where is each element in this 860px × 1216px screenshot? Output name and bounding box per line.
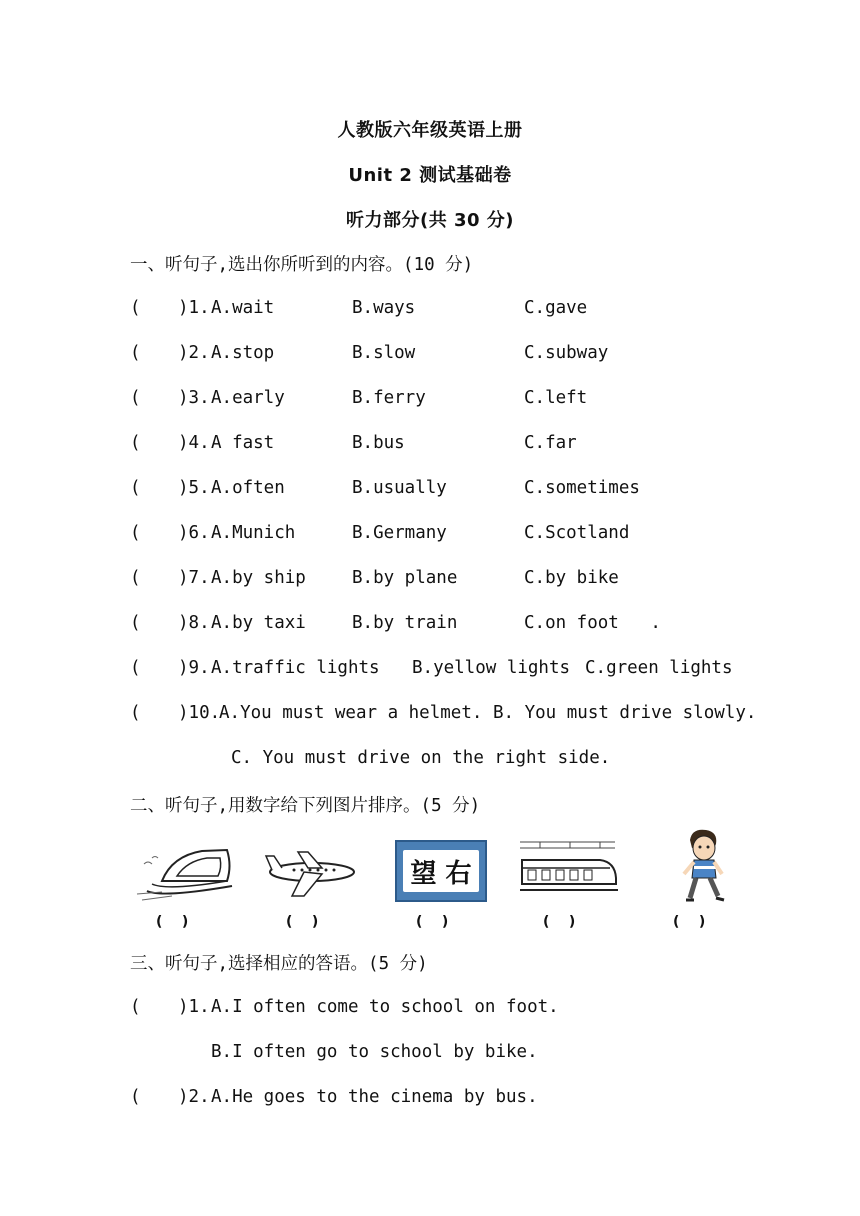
option-a: A.wait [211,298,275,318]
question-open-paren: ( [130,298,141,318]
question-open-paren: ( [130,343,141,363]
pic3-answer-paren: ( ) [416,914,449,930]
question-open-paren: ( [130,703,141,723]
section2-heading: 二、听句子,用数字给下列图片排序。(5 分) [130,796,481,816]
question-number: )2. [178,343,210,363]
question-open-paren: ( [130,478,141,498]
option-a: A fast [211,433,275,453]
option-b: B.yellow lights [412,658,571,678]
road-sign-picture [395,840,487,902]
option-c: C.subway [524,343,609,363]
part-title: 听力部分(共 30 分) [345,210,515,231]
page-title: 人教版六年级英语上册 [337,120,523,141]
option-c: C.by bike [524,568,619,588]
question-number: )8. [178,613,210,633]
option-a: A.Munich [211,523,296,543]
question-number: )1. [178,997,210,1017]
question-open-paren: ( [130,1087,141,1107]
section1-heading: 一、听句子,选出你所听到的内容。(10 分) [130,255,474,275]
option-a: A.traffic lights [211,658,380,678]
option-b: B.by train [352,613,458,633]
option-a: A.I often come to school on foot. [211,997,559,1017]
pic4-answer-paren: ( ) [543,914,576,930]
option-b: B. You must drive slowly. [493,703,757,723]
plane-picture [264,846,360,902]
option-b: B.I often go to school by bike. [211,1042,538,1062]
option-c: C.on foot . [524,613,661,633]
option-b: B.slow [352,343,416,363]
question-number: )5. [178,478,210,498]
option-c: C.far [524,433,577,453]
option-a: A.by ship [211,568,306,588]
question-number: )10. [178,703,221,723]
option-b: B.bus [352,433,405,453]
sled-picture [132,836,242,906]
question-open-paren: ( [130,658,141,678]
option-a: A.early [211,388,285,408]
pic5-answer-paren: ( ) [673,914,706,930]
option-b: B.ferry [352,388,426,408]
question-number: )6. [178,523,210,543]
option-c: C.left [524,388,588,408]
option-a: A.You must wear a helmet. [219,703,483,723]
question-open-paren: ( [130,433,141,453]
option-c: C.sometimes [524,478,640,498]
question-number: )3. [178,388,210,408]
option-a: A.He goes to the cinema by bus. [211,1087,538,1107]
option-c: C.gave [524,298,588,318]
question-open-paren: ( [130,388,141,408]
option-b: B.Germany [352,523,447,543]
pic2-answer-paren: ( ) [286,914,319,930]
walking-boy-picture [676,826,732,908]
option-b: B.by plane [352,568,458,588]
option-a: A.often [211,478,285,498]
question-open-paren: ( [130,523,141,543]
option-b: B.ways [352,298,416,318]
question-number: )7. [178,568,210,588]
page-subtitle: Unit 2 测试基础卷 [348,165,512,186]
question-number: )9. [178,658,210,678]
section3-heading: 三、听句子,选择相应的答语。(5 分) [130,954,428,974]
question-open-paren: ( [130,997,141,1017]
question-number: )4. [178,433,210,453]
question-open-paren: ( [130,613,141,633]
question-number: )2. [178,1087,210,1107]
option-c: C.green lights [585,658,733,678]
option-a: A.stop [211,343,275,363]
option-c: C. You must drive on the right side. [231,748,611,768]
pic1-answer-paren: ( ) [156,914,189,930]
road-sign-text: 望 右 [410,859,472,889]
option-a: A.by taxi [211,613,306,633]
option-c: C.Scotland [524,523,630,543]
question-open-paren: ( [130,568,141,588]
option-b: B.usually [352,478,447,498]
train-picture [520,834,618,898]
question-number: )1. [178,298,210,318]
